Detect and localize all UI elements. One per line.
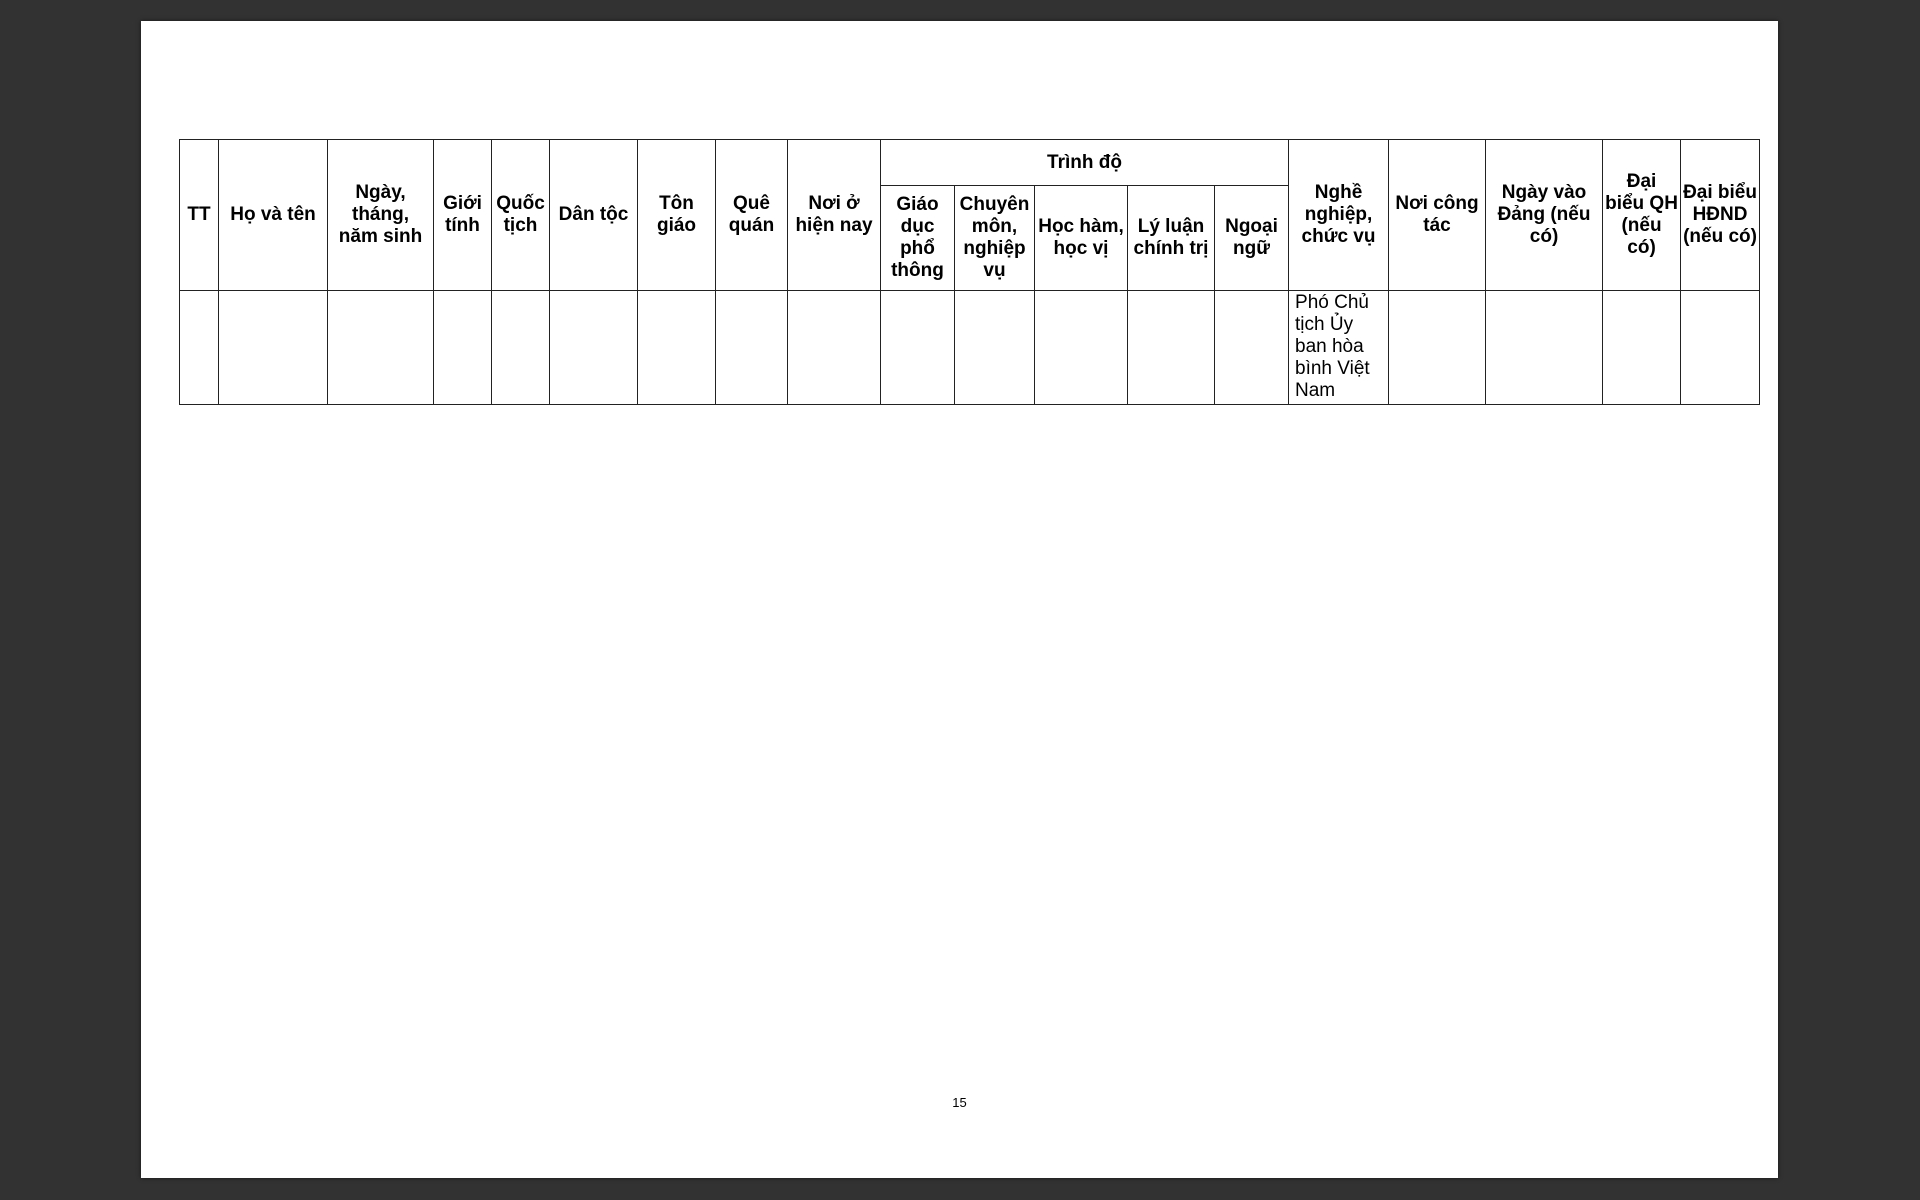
- table-row: [180, 291, 1760, 405]
- header-ly-luan: Lý luận chính trị: [1128, 186, 1215, 291]
- header-dai-bieu-qh: Đại biểu QH (nếu có): [1603, 140, 1681, 291]
- cell-ho-va-ten: [219, 291, 328, 405]
- header-ngay-vao-dang: Ngày vào Đảng (nếu có): [1486, 140, 1603, 291]
- cell-noi-cong-tac: [1389, 291, 1486, 405]
- cell-dai-bieu-qh: [1603, 291, 1681, 405]
- candidate-table: [179, 139, 1760, 405]
- header-ton-giao: Tôn giáo: [638, 140, 716, 291]
- document-page: [141, 21, 1778, 1178]
- cell-giao-duc: [881, 291, 955, 405]
- header-noi-cong-tac: Nơi công tác: [1389, 140, 1486, 291]
- header-gioi-tinh: Giới tính: [434, 140, 492, 291]
- cell-hoc-ham: [1035, 291, 1128, 405]
- cell-tt: [180, 291, 219, 405]
- cell-ton-giao: [638, 291, 716, 405]
- page-number: 15: [952, 1095, 967, 1110]
- cell-quoc-tich: [492, 291, 550, 405]
- cell-ngay-sinh: [328, 291, 434, 405]
- header-dai-bieu-hdnd: Đại biểu HĐND (nếu có): [1681, 140, 1760, 291]
- header-dan-toc: Dân tộc: [550, 140, 638, 291]
- cell-nghe-nghiep: Phó Chủ tịch Ủy ban hòa bình Việt Nam: [1289, 291, 1389, 405]
- cell-gioi-tinh: [434, 291, 492, 405]
- cell-chuyen-mon: [955, 291, 1035, 405]
- header-chuyen-mon: Chuyên môn, nghiệp vụ: [955, 186, 1035, 291]
- cell-que-quan: [716, 291, 788, 405]
- header-noi-o: Nơi ở hiện nay: [788, 140, 881, 291]
- header-hoc-ham: Học hàm, học vị: [1035, 186, 1128, 291]
- header-tt: TT: [180, 140, 219, 291]
- cell-dan-toc: [550, 291, 638, 405]
- header-quoc-tich: Quốc tịch: [492, 140, 550, 291]
- cell-noi-o: [788, 291, 881, 405]
- cell-ngay-vao-dang: [1486, 291, 1603, 405]
- header-giao-duc: Giáo dục phổ thông: [881, 186, 955, 291]
- header-que-quan: Quê quán: [716, 140, 788, 291]
- header-ngoai-ngu: Ngoại ngữ: [1215, 186, 1289, 291]
- header-nghe-nghiep: Nghề nghiệp, chức vụ: [1289, 140, 1389, 291]
- cell-ngoai-ngu: [1215, 291, 1289, 405]
- header-trinh-do: Trình độ: [881, 140, 1289, 186]
- cell-dai-bieu-hdnd: [1681, 291, 1760, 405]
- header-ho-va-ten: Họ và tên: [219, 140, 328, 291]
- header-ngay-sinh: Ngày, tháng, năm sinh: [328, 140, 434, 291]
- cell-ly-luan: [1128, 291, 1215, 405]
